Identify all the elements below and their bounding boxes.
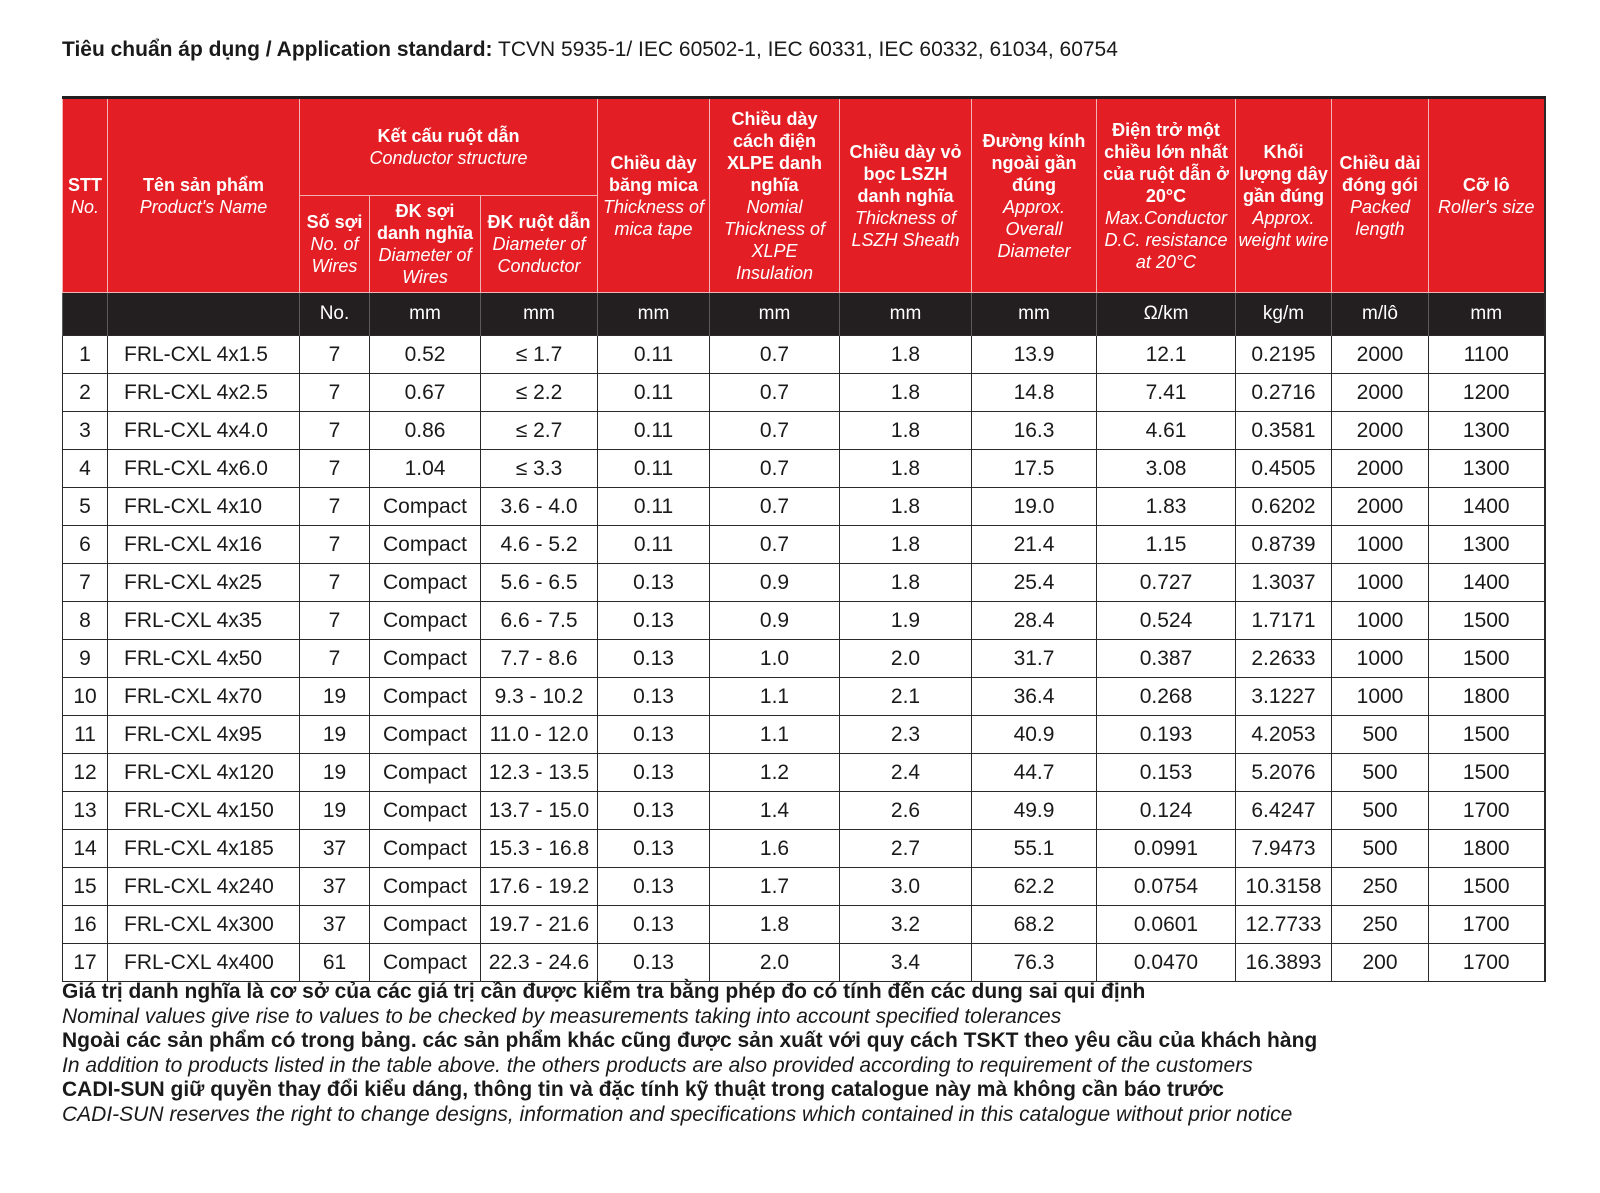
header-product-name: Tên sản phẩm Product's Name bbox=[108, 98, 300, 293]
table-cell: 1.15 bbox=[1097, 526, 1236, 564]
table-cell: 0.153 bbox=[1097, 754, 1236, 792]
table-cell: 19 bbox=[300, 678, 370, 716]
table-cell: 2000 bbox=[1332, 336, 1429, 374]
table-row bbox=[63, 450, 1545, 488]
note-vietnamese: Giá trị danh nghĩa là cơ sở của các giá trị cần được kiểm tra bằng phép đo có tính đến các dung sai qui định bbox=[62, 980, 1146, 1003]
table-cell: 7 bbox=[300, 564, 370, 602]
table-cell: 5 bbox=[63, 488, 108, 526]
table-cell: 7 bbox=[300, 336, 370, 374]
table-cell: ≤ 1.7 bbox=[481, 336, 598, 374]
table-cell: 0.13 bbox=[598, 564, 710, 602]
table-row bbox=[63, 336, 1545, 374]
table-cell: 1500 bbox=[1429, 754, 1545, 792]
application-standard bbox=[62, 38, 1118, 62]
header-overall-diameter: Đường kính ngoài gần đúng Approx. Overall Diameter bbox=[972, 98, 1097, 293]
table-cell: 2.4 bbox=[840, 754, 972, 792]
table-cell: Compact bbox=[370, 488, 481, 526]
table-cell: 37 bbox=[300, 830, 370, 868]
table-cell: 49.9 bbox=[972, 792, 1097, 830]
table-cell: 2 bbox=[63, 374, 108, 412]
table-cell: 16.3893 bbox=[1236, 944, 1332, 982]
table-cell: 4.61 bbox=[1097, 412, 1236, 450]
table-cell: 40.9 bbox=[972, 716, 1097, 754]
table-cell: 0.13 bbox=[598, 716, 710, 754]
table-cell: 1.1 bbox=[710, 678, 840, 716]
table-cell: 17.5 bbox=[972, 450, 1097, 488]
table-cell: 6 bbox=[63, 526, 108, 564]
table-cell: 19 bbox=[300, 792, 370, 830]
table-cell: 2000 bbox=[1332, 488, 1429, 526]
table-cell: 16.3 bbox=[972, 412, 1097, 450]
table-cell: 1.8 bbox=[840, 488, 972, 526]
table-cell: Compact bbox=[370, 906, 481, 944]
table-cell: 1000 bbox=[1332, 640, 1429, 678]
header-conductor-structure: Kết cấu ruột dẫn Conductor structure bbox=[300, 98, 598, 196]
product-name-cell: FRL-CXL 4x2.5 bbox=[108, 374, 300, 412]
table-cell: 0.7 bbox=[710, 374, 840, 412]
table-cell: 1 bbox=[63, 336, 108, 374]
table-cell: 1.8 bbox=[840, 450, 972, 488]
unit-cell: m/lô bbox=[1332, 293, 1429, 336]
table-cell: 1.8 bbox=[840, 526, 972, 564]
product-name-cell: FRL-CXL 4x4.0 bbox=[108, 412, 300, 450]
table-cell: 44.7 bbox=[972, 754, 1097, 792]
table-row bbox=[63, 488, 1545, 526]
table-cell: ≤ 2.2 bbox=[481, 374, 598, 412]
table-cell: 3.0 bbox=[840, 868, 972, 906]
table-cell: 2.0 bbox=[710, 944, 840, 982]
table-cell: Compact bbox=[370, 830, 481, 868]
header-dc-resistance: Điện trở một chiều lớn nhất của ruột dẫn ở 20°C Max.Conductor D.C. resistance at 20°C bbox=[1097, 98, 1236, 293]
table-cell: 16 bbox=[63, 906, 108, 944]
table-cell: 0.67 bbox=[370, 374, 481, 412]
table-cell: 10 bbox=[63, 678, 108, 716]
unit-cell bbox=[108, 293, 300, 336]
table-cell: Compact bbox=[370, 868, 481, 906]
table-row bbox=[63, 602, 1545, 640]
table-cell: 2.7 bbox=[840, 830, 972, 868]
table-cell: 1.04 bbox=[370, 450, 481, 488]
table-cell: Compact bbox=[370, 564, 481, 602]
table-cell: 8 bbox=[63, 602, 108, 640]
table-cell: 28.4 bbox=[972, 602, 1097, 640]
standard-label: Tiêu chuẩn áp dụng / Application standard: bbox=[62, 38, 493, 61]
table-cell: 0.11 bbox=[598, 450, 710, 488]
table-cell: Compact bbox=[370, 754, 481, 792]
table-cell: 2.3 bbox=[840, 716, 972, 754]
table-cell: 0.2195 bbox=[1236, 336, 1332, 374]
table-cell: 1100 bbox=[1429, 336, 1545, 374]
product-name-cell: FRL-CXL 4x25 bbox=[108, 564, 300, 602]
table-cell: 0.9 bbox=[710, 564, 840, 602]
header-lszh-thickness: Chiều dày vỏ bọc LSZH danh nghĩa Thickness of LSZH Sheath bbox=[840, 98, 972, 293]
table-cell: 68.2 bbox=[972, 906, 1097, 944]
product-name-cell: FRL-CXL 4x1.5 bbox=[108, 336, 300, 374]
table-row bbox=[63, 526, 1545, 564]
unit-cell: mm bbox=[840, 293, 972, 336]
product-name-cell: FRL-CXL 4x50 bbox=[108, 640, 300, 678]
table-cell: 1000 bbox=[1332, 526, 1429, 564]
table-cell: 1.2 bbox=[710, 754, 840, 792]
table-row bbox=[63, 374, 1545, 412]
table-cell: 0.524 bbox=[1097, 602, 1236, 640]
table-row bbox=[63, 830, 1545, 868]
table-cell: 0.52 bbox=[370, 336, 481, 374]
table-cell: 0.11 bbox=[598, 336, 710, 374]
table-cell: 19.7 - 21.6 bbox=[481, 906, 598, 944]
table-row bbox=[63, 792, 1545, 830]
table-cell: 3.6 - 4.0 bbox=[481, 488, 598, 526]
product-name-cell: FRL-CXL 4x10 bbox=[108, 488, 300, 526]
table-cell: 1.9 bbox=[840, 602, 972, 640]
table-cell: ≤ 2.7 bbox=[481, 412, 598, 450]
table-cell: 1.6 bbox=[710, 830, 840, 868]
table-cell: 1700 bbox=[1429, 792, 1545, 830]
table-cell: 0.7 bbox=[710, 526, 840, 564]
table-cell: 7.9473 bbox=[1236, 830, 1332, 868]
table-cell: 1300 bbox=[1429, 412, 1545, 450]
table-cell: Compact bbox=[370, 640, 481, 678]
table-cell: 7 bbox=[300, 374, 370, 412]
table-cell: 19 bbox=[300, 716, 370, 754]
table-row bbox=[63, 944, 1545, 982]
table-cell: 0.13 bbox=[598, 830, 710, 868]
table-cell: 21.4 bbox=[972, 526, 1097, 564]
table-cell: 76.3 bbox=[972, 944, 1097, 982]
table-cell: 1.8 bbox=[840, 336, 972, 374]
table-cell: 0.727 bbox=[1097, 564, 1236, 602]
table-cell: 4 bbox=[63, 450, 108, 488]
header-wire-diameter: ĐK sợi danh nghĩa Diameter of Wires bbox=[370, 196, 481, 293]
table-cell: 5.2076 bbox=[1236, 754, 1332, 792]
note-english: In addition to products listed in the table above. the others products are also provided according to requirement of the customers bbox=[62, 1053, 1253, 1077]
table-cell: 4.6 - 5.2 bbox=[481, 526, 598, 564]
product-name-cell: FRL-CXL 4x6.0 bbox=[108, 450, 300, 488]
table-cell: 1500 bbox=[1429, 602, 1545, 640]
table-cell: 1500 bbox=[1429, 868, 1545, 906]
table-cell: 0.0470 bbox=[1097, 944, 1236, 982]
unit-cell: mm bbox=[1429, 293, 1545, 336]
table-cell: 25.4 bbox=[972, 564, 1097, 602]
table-cell: 5.6 - 6.5 bbox=[481, 564, 598, 602]
product-name-cell: FRL-CXL 4x120 bbox=[108, 754, 300, 792]
table-row bbox=[63, 412, 1545, 450]
note-english: Nominal values give rise to values to be checked by measurements taking into account specified tolerances bbox=[62, 1004, 1062, 1028]
table-cell: 61 bbox=[300, 944, 370, 982]
table-cell: 12.1 bbox=[1097, 336, 1236, 374]
table-cell: 0.11 bbox=[598, 526, 710, 564]
table-cell: 1.4 bbox=[710, 792, 840, 830]
table-cell: 55.1 bbox=[972, 830, 1097, 868]
table-cell: 31.7 bbox=[972, 640, 1097, 678]
table-cell: 7 bbox=[300, 450, 370, 488]
table-cell: 22.3 - 24.6 bbox=[481, 944, 598, 982]
table-cell: 1300 bbox=[1429, 450, 1545, 488]
table-cell: 0.13 bbox=[598, 906, 710, 944]
table-cell: 6.4247 bbox=[1236, 792, 1332, 830]
table-cell: 500 bbox=[1332, 792, 1429, 830]
header-stt: STT No. bbox=[63, 98, 108, 293]
table-row bbox=[63, 906, 1545, 944]
table-cell: 0.0754 bbox=[1097, 868, 1236, 906]
table-cell: 37 bbox=[300, 906, 370, 944]
header-weight: Khối lượng dây gần đúng Approx. weight wire bbox=[1236, 98, 1332, 293]
table-cell: 1400 bbox=[1429, 564, 1545, 602]
product-name-cell: FRL-CXL 4x300 bbox=[108, 906, 300, 944]
table-cell: 3.08 bbox=[1097, 450, 1236, 488]
table-row bbox=[63, 868, 1545, 906]
header-no-of-wires: Số sợi No. of Wires bbox=[300, 196, 370, 293]
cable-spec-table bbox=[62, 96, 1546, 982]
table-cell: 3.4 bbox=[840, 944, 972, 982]
unit-cell: mm bbox=[598, 293, 710, 336]
product-name-cell: FRL-CXL 4x240 bbox=[108, 868, 300, 906]
table-cell: 1000 bbox=[1332, 678, 1429, 716]
table-row bbox=[63, 716, 1545, 754]
table-cell: 0.268 bbox=[1097, 678, 1236, 716]
table-cell: 0.7 bbox=[710, 450, 840, 488]
table-body bbox=[63, 336, 1545, 982]
table-cell: 0.6202 bbox=[1236, 488, 1332, 526]
table-cell: 7 bbox=[300, 412, 370, 450]
table-cell: 1700 bbox=[1429, 944, 1545, 982]
table-cell: 0.7 bbox=[710, 336, 840, 374]
header-packed-length: Chiều dài đóng gói Packed length bbox=[1332, 98, 1429, 293]
table-cell: 1700 bbox=[1429, 906, 1545, 944]
table-cell: 0.3581 bbox=[1236, 412, 1332, 450]
table-cell: 9 bbox=[63, 640, 108, 678]
table-cell: 0.13 bbox=[598, 640, 710, 678]
table-cell: 1200 bbox=[1429, 374, 1545, 412]
unit-cell: mm bbox=[972, 293, 1097, 336]
table-cell: 500 bbox=[1332, 716, 1429, 754]
table-cell: 1000 bbox=[1332, 564, 1429, 602]
table-cell: 0.4505 bbox=[1236, 450, 1332, 488]
table-cell: 12 bbox=[63, 754, 108, 792]
table-cell: 13.7 - 15.0 bbox=[481, 792, 598, 830]
table-cell: 14.8 bbox=[972, 374, 1097, 412]
product-name-cell: FRL-CXL 4x150 bbox=[108, 792, 300, 830]
note-vietnamese: Ngoài các sản phẩm có trong bảng. các sản phẩm khác cũng được sản xuất với quy cách TSKT theo yêu cầu của khách hàng bbox=[62, 1029, 1318, 1052]
table-cell: 7 bbox=[300, 602, 370, 640]
note-english: CADI-SUN reserves the right to change designs, information and specifications which contained in this catalogue without prior notice bbox=[62, 1102, 1293, 1126]
table-row bbox=[63, 678, 1545, 716]
table-cell: 4.2053 bbox=[1236, 716, 1332, 754]
table-cell: 0.13 bbox=[598, 754, 710, 792]
table-cell: 1800 bbox=[1429, 830, 1545, 868]
table-cell: 0.11 bbox=[598, 412, 710, 450]
unit-cell: kg/m bbox=[1236, 293, 1332, 336]
table-cell: 0.13 bbox=[598, 602, 710, 640]
table-cell: 1.7171 bbox=[1236, 602, 1332, 640]
table-cell: 37 bbox=[300, 868, 370, 906]
table-cell: 0.9 bbox=[710, 602, 840, 640]
table-cell: 11 bbox=[63, 716, 108, 754]
unit-cell: mm bbox=[710, 293, 840, 336]
table-cell: 0.7 bbox=[710, 488, 840, 526]
units-row bbox=[63, 293, 1545, 336]
table-cell: 11.0 - 12.0 bbox=[481, 716, 598, 754]
table-cell: 0.8739 bbox=[1236, 526, 1332, 564]
table-cell: 0.387 bbox=[1097, 640, 1236, 678]
table-cell: 19 bbox=[300, 754, 370, 792]
table-cell: 1.8 bbox=[840, 374, 972, 412]
table-cell: 1300 bbox=[1429, 526, 1545, 564]
table-cell: 19.0 bbox=[972, 488, 1097, 526]
table-cell: 2000 bbox=[1332, 412, 1429, 450]
table-row bbox=[63, 564, 1545, 602]
unit-cell bbox=[63, 293, 108, 336]
table-cell: 3.1227 bbox=[1236, 678, 1332, 716]
table-cell: 9.3 - 10.2 bbox=[481, 678, 598, 716]
standard-value: TCVN 5935-1/ IEC 60502-1, IEC 60331, IEC 60332, 61034, 60754 bbox=[498, 38, 1118, 61]
table-cell: 6.6 - 7.5 bbox=[481, 602, 598, 640]
table-cell: 17.6 - 19.2 bbox=[481, 868, 598, 906]
table-cell: 1400 bbox=[1429, 488, 1545, 526]
product-name-cell: FRL-CXL 4x185 bbox=[108, 830, 300, 868]
unit-cell: mm bbox=[370, 293, 481, 336]
table-cell: 500 bbox=[1332, 830, 1429, 868]
table-cell: 14 bbox=[63, 830, 108, 868]
table-cell: 13 bbox=[63, 792, 108, 830]
table-cell: 7.7 - 8.6 bbox=[481, 640, 598, 678]
table-cell: 0.86 bbox=[370, 412, 481, 450]
header-xlpe-thickness: Chiều dày cách điện XLPE danh nghĩa Nomial Thickness of XLPE Insulation bbox=[710, 98, 840, 293]
table-cell: 15 bbox=[63, 868, 108, 906]
table-cell: 3 bbox=[63, 412, 108, 450]
table-cell: 1.7 bbox=[710, 868, 840, 906]
product-name-cell: FRL-CXL 4x16 bbox=[108, 526, 300, 564]
table-cell: 62.2 bbox=[972, 868, 1097, 906]
table-cell: 1500 bbox=[1429, 716, 1545, 754]
table-cell: 2.6 bbox=[840, 792, 972, 830]
table-cell: 1.8 bbox=[710, 906, 840, 944]
table-cell: 36.4 bbox=[972, 678, 1097, 716]
table-cell: 500 bbox=[1332, 754, 1429, 792]
table-cell: Compact bbox=[370, 602, 481, 640]
table-cell: 0.124 bbox=[1097, 792, 1236, 830]
note-vietnamese: CADI-SUN giữ quyền thay đổi kiểu dáng, thông tin và đặc tính kỹ thuật trong catalogue này mà không cần báo trước bbox=[62, 1078, 1224, 1101]
table-cell: 13.9 bbox=[972, 336, 1097, 374]
table-cell: 2.1 bbox=[840, 678, 972, 716]
table-cell: 7.41 bbox=[1097, 374, 1236, 412]
table-cell: 10.3158 bbox=[1236, 868, 1332, 906]
table-cell: 1000 bbox=[1332, 602, 1429, 640]
table-row bbox=[63, 640, 1545, 678]
table-cell: Compact bbox=[370, 792, 481, 830]
table-cell: 1.8 bbox=[840, 564, 972, 602]
table-cell: 0.193 bbox=[1097, 716, 1236, 754]
table-cell: 17 bbox=[63, 944, 108, 982]
table-cell: 1.0 bbox=[710, 640, 840, 678]
table-cell: 200 bbox=[1332, 944, 1429, 982]
table-cell: 2.2633 bbox=[1236, 640, 1332, 678]
table-cell: 0.13 bbox=[598, 792, 710, 830]
table-cell: 7 bbox=[300, 488, 370, 526]
table-cell: 0.2716 bbox=[1236, 374, 1332, 412]
table-cell: 0.0991 bbox=[1097, 830, 1236, 868]
table-cell: 1.8 bbox=[840, 412, 972, 450]
table-cell: Compact bbox=[370, 716, 481, 754]
table-cell: 12.3 - 13.5 bbox=[481, 754, 598, 792]
table-cell: 12.7733 bbox=[1236, 906, 1332, 944]
table-row bbox=[63, 754, 1545, 792]
table-cell: 1.83 bbox=[1097, 488, 1236, 526]
table-cell: 7 bbox=[63, 564, 108, 602]
table-cell: 0.13 bbox=[598, 868, 710, 906]
unit-cell: Ω/km bbox=[1097, 293, 1236, 336]
table-cell: 2000 bbox=[1332, 450, 1429, 488]
table-cell: 0.11 bbox=[598, 488, 710, 526]
product-name-cell: FRL-CXL 4x70 bbox=[108, 678, 300, 716]
header-conductor-diameter: ĐK ruột dẫn Diameter of Conductor bbox=[481, 196, 598, 293]
unit-cell: No. bbox=[300, 293, 370, 336]
table-cell: 0.13 bbox=[598, 944, 710, 982]
table-cell: Compact bbox=[370, 678, 481, 716]
table-cell: 15.3 - 16.8 bbox=[481, 830, 598, 868]
table-cell: 2.0 bbox=[840, 640, 972, 678]
table-cell: 1800 bbox=[1429, 678, 1545, 716]
table-cell: 250 bbox=[1332, 906, 1429, 944]
table-cell: 0.13 bbox=[598, 678, 710, 716]
table-cell: 2000 bbox=[1332, 374, 1429, 412]
product-name-cell: FRL-CXL 4x35 bbox=[108, 602, 300, 640]
header-mica-thickness: Chiều dày băng mica Thickness of mica tape bbox=[598, 98, 710, 293]
table-cell: 250 bbox=[1332, 868, 1429, 906]
table-cell: Compact bbox=[370, 944, 481, 982]
table-cell: 0.0601 bbox=[1097, 906, 1236, 944]
table-cell: 7 bbox=[300, 526, 370, 564]
table-cell: 0.7 bbox=[710, 412, 840, 450]
table-cell: 1500 bbox=[1429, 640, 1545, 678]
product-name-cell: FRL-CXL 4x400 bbox=[108, 944, 300, 982]
product-name-cell: FRL-CXL 4x95 bbox=[108, 716, 300, 754]
table-cell: 7 bbox=[300, 640, 370, 678]
table-cell: 0.11 bbox=[598, 374, 710, 412]
header-roller-size: Cỡ lô Roller's size bbox=[1429, 98, 1545, 293]
table-cell: ≤ 3.3 bbox=[481, 450, 598, 488]
footnotes bbox=[62, 980, 1542, 1127]
unit-cell: mm bbox=[481, 293, 598, 336]
table-cell: 1.3037 bbox=[1236, 564, 1332, 602]
table-cell: Compact bbox=[370, 526, 481, 564]
table-cell: 3.2 bbox=[840, 906, 972, 944]
table-cell: 1.1 bbox=[710, 716, 840, 754]
